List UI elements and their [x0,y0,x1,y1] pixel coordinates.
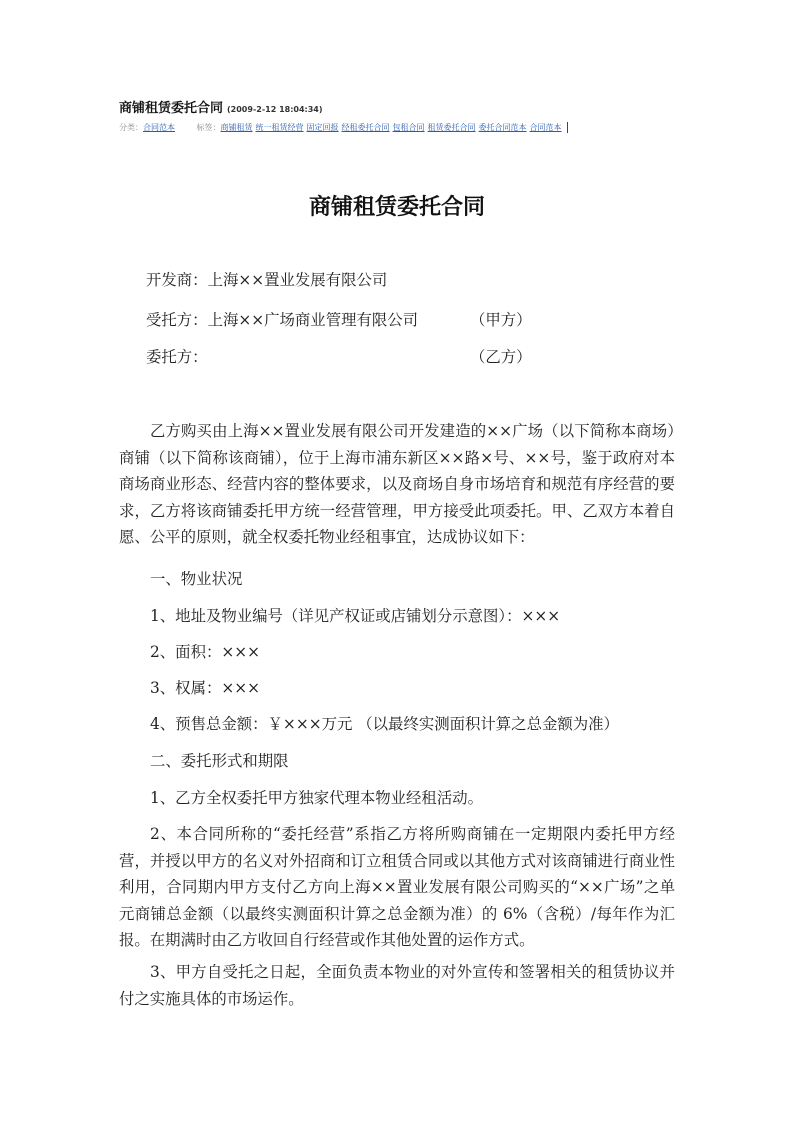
divider [567,122,568,133]
tag-link[interactable]: 固定回报 [306,123,339,132]
clause: 2、本合同所称的“委托经营”系指乙方将所购商铺在一定期限内委托甲方经营，并授以甲方的名义对外招商和订立租赁合同或以其他方式对该商铺进行商业性利用，合同期内甲方支付乙方向上海××置业发展有限公司购买的“××广场”之单元商铺总金额（以最终实测面积计算之总金额为准）的 6%（含税）/每年作为汇报。在期满时由乙方收回自行经营或作其他处置的运作方式。 [119,825,675,949]
tag-link[interactable]: 租赁委托合同 [427,123,476,132]
tag-link[interactable]: 包租合同 [392,123,425,132]
tag-link[interactable]: 经租委托合同 [341,123,390,132]
clause: 1、地址及物业编号（详见产权证或店铺划分示意图）：××× [150,607,561,625]
post-meta [119,122,568,133]
party-developer: 开发商：上海××置业发展有限公司 [146,271,388,289]
section-heading: 二、委托形式和期限 [150,752,289,770]
clause: 3、权属：××× [150,679,261,697]
clause: 2、面积：××× [150,643,261,661]
clause: 3、甲方自受托之日起，全面负责本物业的对外宣传和签署相关的租赁协议并付之实施具体的市场运作。 [119,963,675,1008]
party-trustee: 受托方：上海××广场商业管理有限公司 [146,311,419,329]
post-header [119,97,323,116]
party-client-role: （乙方） [470,348,532,366]
post-date: (2009-2-12 18:04:34) [227,105,323,114]
clause: 1、乙方全权委托甲方独家代理本物业经租活动。 [150,789,483,807]
post-title: 商铺租赁委托合同 [119,101,224,116]
tag-link[interactable]: 委托合同范本 [478,123,527,132]
tag-link[interactable]: 商铺租赁 [220,123,253,132]
section-heading: 一、物业状况 [150,570,243,588]
party-client: 委托方： [146,348,208,366]
clause: 4、预售总金额：￥×××万元 （以最终实测面积计算之总金额为准） [150,715,619,733]
tags-label: 标签： [196,123,221,132]
document-title: 商铺租赁委托合同 [308,195,485,220]
category-label: 分类： [119,123,143,132]
tag-link[interactable]: 合同范本 [529,123,562,132]
category-link[interactable]: 合同范本 [143,123,175,132]
tag-link[interactable]: 统一租赁经营 [255,123,304,132]
intro-paragraph: 乙方购买由上海××置业发展有限公司开发建造的××广场（以下简称本商场）商铺（以下简称该商铺），位于上海市浦东新区××路×号、××号，鉴于政府对本商场商业形态、经营内容的整体要求，以及商场自身市场培育和规范有序经营的要求，乙方将该商铺委托甲方统一经营管理，甲方接受此项委托。甲、乙双方本着自愿、公平的原则，就全权委托物业经租事宜，达成协议如下： [119,422,675,546]
party-trustee-role: （甲方） [470,311,532,329]
